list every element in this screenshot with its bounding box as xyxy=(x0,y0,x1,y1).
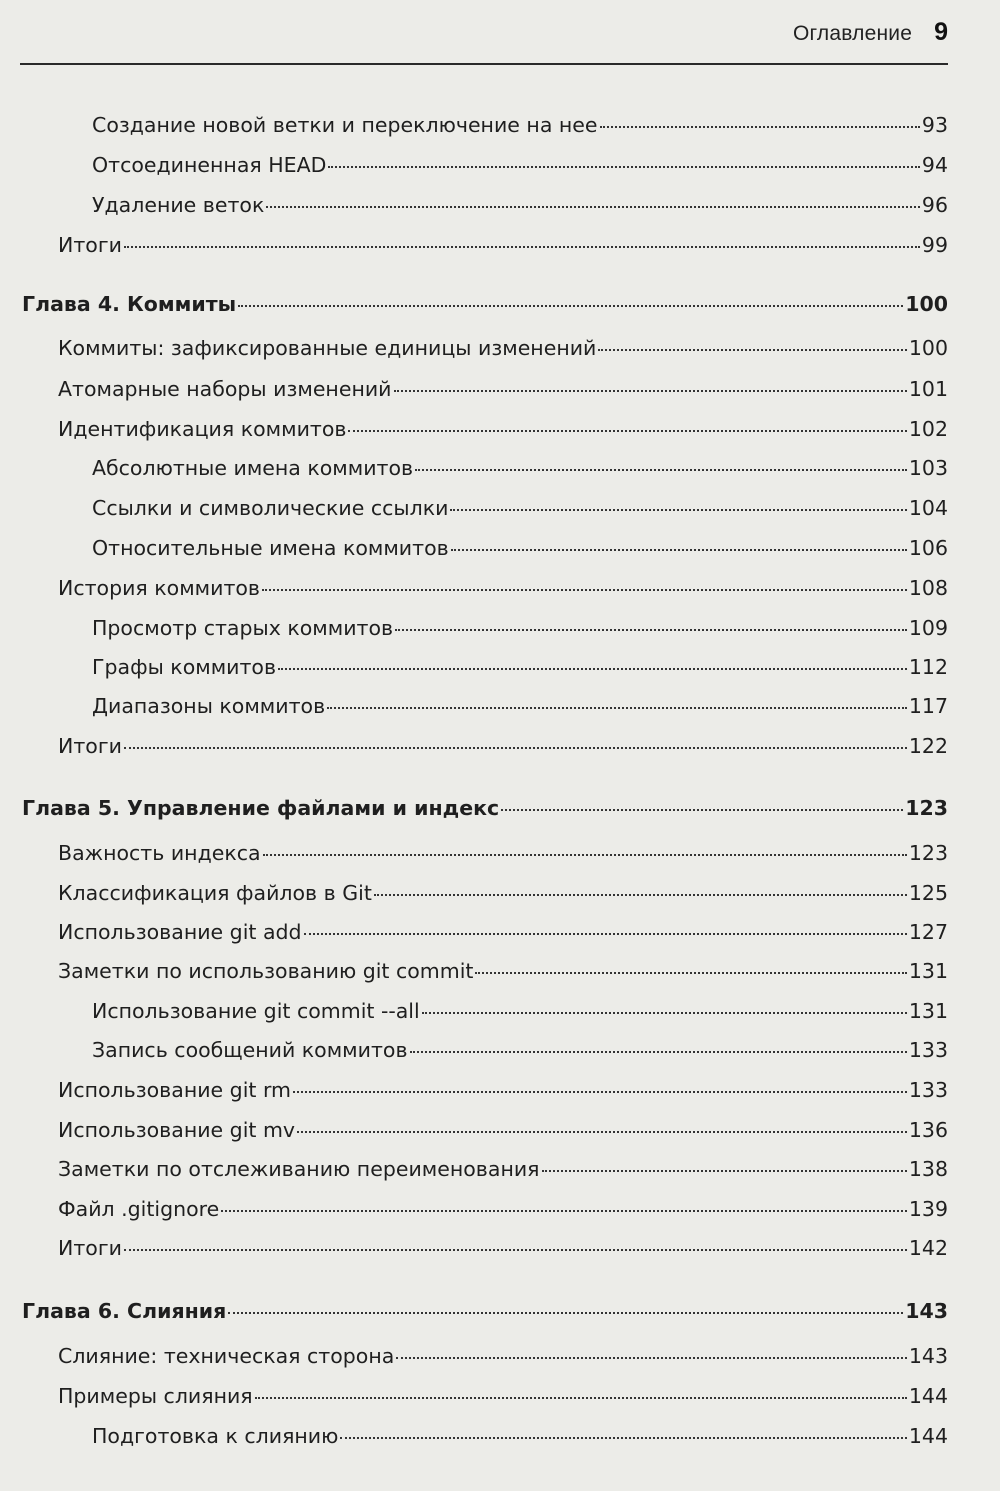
toc-entry[interactable] xyxy=(92,193,948,217)
toc-entry-title: Глава 5. Управление файлами и индекс xyxy=(22,796,500,820)
toc-entry-page-number: 133 xyxy=(908,1038,948,1062)
running-header xyxy=(793,18,948,47)
toc-entry-title: Запись сообщений коммитов xyxy=(92,1038,408,1062)
toc-entry-title: Использование git mv xyxy=(58,1118,296,1142)
toc-entry[interactable] xyxy=(92,113,948,137)
toc-entry-page-number: 143 xyxy=(905,1299,948,1323)
dot-leader xyxy=(304,933,907,935)
toc-entry-page-number: 123 xyxy=(908,841,948,865)
toc-entry-title: Использование git add xyxy=(58,920,302,944)
toc-entry-page-number: 96 xyxy=(921,193,948,217)
toc-entry-title: Отсоединенная HEAD xyxy=(92,153,327,177)
dot-leader xyxy=(450,509,906,511)
toc-entry-page-number: 131 xyxy=(908,959,948,983)
dot-leader xyxy=(394,390,907,392)
toc-entry-page-number: 109 xyxy=(908,616,948,640)
toc-entry-page-number: 144 xyxy=(908,1424,948,1448)
toc-entry[interactable] xyxy=(58,336,948,360)
toc-entry-title: Итоги xyxy=(58,1236,122,1260)
toc-entry-page-number: 94 xyxy=(921,153,948,177)
toc-entry-title: Заметки по отслеживанию переименования xyxy=(58,1157,540,1181)
toc-entry-title: Диапазоны коммитов xyxy=(92,694,326,718)
toc-entry-title: Важность индекса xyxy=(58,841,261,865)
toc-entry-page-number: 102 xyxy=(908,417,948,441)
dot-leader xyxy=(262,589,907,591)
dot-leader xyxy=(422,1012,907,1014)
toc-entry-page-number: 142 xyxy=(908,1236,948,1260)
toc-entry-title: Итоги xyxy=(58,734,122,758)
dot-leader xyxy=(255,1397,907,1399)
toc-entry[interactable] xyxy=(58,1157,948,1181)
dot-leader xyxy=(374,894,907,896)
toc-entry-page-number: 108 xyxy=(908,576,948,600)
dot-leader xyxy=(501,809,903,811)
toc-entry-title: Слияние: техническая сторона xyxy=(58,1344,395,1368)
toc-entry-page-number: 104 xyxy=(908,496,948,520)
toc-entry-title: Глава 4. Коммиты xyxy=(22,292,237,316)
dot-leader xyxy=(542,1170,907,1172)
dot-leader xyxy=(124,747,907,749)
toc-entry[interactable] xyxy=(92,999,948,1023)
toc-entry-page-number: 127 xyxy=(908,920,948,944)
dot-leader xyxy=(328,166,919,168)
toc-entry[interactable] xyxy=(92,616,948,640)
toc-entry-page-number: 117 xyxy=(908,694,948,718)
dot-leader xyxy=(293,1091,907,1093)
toc-entry-title: Итоги xyxy=(58,233,122,257)
toc-entry[interactable] xyxy=(58,377,948,401)
toc-entry[interactable] xyxy=(92,1424,948,1448)
toc-entry[interactable] xyxy=(58,1118,948,1142)
dot-leader xyxy=(395,629,907,631)
toc-entry-title: Абсолютные имена коммитов xyxy=(92,456,414,480)
dot-leader xyxy=(228,1312,903,1314)
toc-entry[interactable] xyxy=(58,1384,948,1408)
toc-entry-page-number: 139 xyxy=(908,1197,948,1221)
header-title: Оглавление xyxy=(793,22,913,45)
toc-entry[interactable] xyxy=(58,417,948,441)
toc-entry[interactable] xyxy=(92,153,948,177)
toc-entry-page-number: 122 xyxy=(908,734,948,758)
toc-entry[interactable] xyxy=(58,920,948,944)
dot-leader xyxy=(266,206,920,208)
dot-leader xyxy=(600,126,920,128)
toc-chapter-entry[interactable] xyxy=(22,1299,948,1323)
toc-entry-title: Классификация файлов в Git xyxy=(58,881,372,905)
toc-entry-page-number: 138 xyxy=(908,1157,948,1181)
toc-entry-page-number: 103 xyxy=(908,456,948,480)
toc-entry-title: История коммитов xyxy=(58,576,261,600)
dot-leader xyxy=(278,668,907,670)
toc-entry[interactable] xyxy=(58,576,948,600)
dot-leader xyxy=(297,1131,907,1133)
dot-leader xyxy=(451,549,907,551)
toc-entry-title: Подготовка к слиянию xyxy=(92,1424,339,1448)
toc-chapter-entry[interactable] xyxy=(22,292,948,316)
dot-leader xyxy=(263,854,907,856)
toc-entry-title: Глава 6. Слияния xyxy=(22,1299,227,1323)
toc-entry[interactable] xyxy=(58,734,948,758)
toc-entry[interactable] xyxy=(58,959,948,983)
toc-entry-title: Просмотр старых коммитов xyxy=(92,616,394,640)
toc-entry-title: Удаление веток xyxy=(92,193,265,217)
toc-entry[interactable] xyxy=(92,694,948,718)
toc-entry[interactable] xyxy=(92,456,948,480)
toc-entry-page-number: 99 xyxy=(921,233,948,257)
toc-entry-title: Идентификация коммитов xyxy=(58,417,347,441)
toc-entry-page-number: 100 xyxy=(905,292,948,316)
toc-entry-page-number: 112 xyxy=(908,655,948,679)
dot-leader xyxy=(410,1051,907,1053)
toc-entry-page-number: 106 xyxy=(908,536,948,560)
toc-entry-title: Коммиты: зафиксированные единицы изменений xyxy=(58,336,597,360)
dot-leader xyxy=(475,972,906,974)
toc-entry-title: Ссылки и символические ссылки xyxy=(92,496,449,520)
dot-leader xyxy=(124,246,920,248)
toc-entry-page-number: 131 xyxy=(908,999,948,1023)
toc-entry-title: Графы коммитов xyxy=(92,655,277,679)
dot-leader xyxy=(348,430,906,432)
toc-entry[interactable] xyxy=(58,1236,948,1260)
toc-entry-page-number: 133 xyxy=(908,1078,948,1102)
toc-entry-page-number: 144 xyxy=(908,1384,948,1408)
toc-entry-page-number: 123 xyxy=(905,796,948,820)
toc-entry-page-number: 100 xyxy=(908,336,948,360)
toc-entry-page-number: 93 xyxy=(921,113,948,137)
dot-leader xyxy=(238,305,903,307)
toc-entry-title: Использование git commit --all xyxy=(92,999,420,1023)
dot-leader xyxy=(340,1437,906,1439)
dot-leader xyxy=(221,1210,907,1212)
toc-entry[interactable] xyxy=(92,655,948,679)
toc-entry-title: Примеры слияния xyxy=(58,1384,253,1408)
toc-chapter-entry[interactable] xyxy=(22,796,948,820)
dot-leader xyxy=(396,1357,907,1359)
toc-entry[interactable] xyxy=(58,881,948,905)
toc-entry[interactable] xyxy=(58,841,948,865)
dot-leader xyxy=(327,707,907,709)
dot-leader xyxy=(415,469,907,471)
toc-entry-page-number: 143 xyxy=(908,1344,948,1368)
toc-entry[interactable] xyxy=(58,1078,948,1102)
toc-entry[interactable] xyxy=(92,536,948,560)
toc-entry-title: Относительные имена коммитов xyxy=(92,536,449,560)
toc-entry-title: Атомарные наборы изменений xyxy=(58,377,392,401)
header-page-number: 9 xyxy=(934,18,948,46)
toc-entry-page-number: 136 xyxy=(908,1118,948,1142)
toc-entry-page-number: 101 xyxy=(908,377,948,401)
toc-entry[interactable] xyxy=(58,1344,948,1368)
toc-entry-page-number: 125 xyxy=(908,881,948,905)
dot-leader xyxy=(598,349,906,351)
toc-entry-title: Использование git rm xyxy=(58,1078,291,1102)
toc-entry[interactable] xyxy=(92,496,948,520)
header-rule xyxy=(20,63,948,65)
toc-entry[interactable] xyxy=(58,233,948,257)
toc-entry[interactable] xyxy=(92,1038,948,1062)
toc-entry-title: Создание новой ветки и переключение на нее xyxy=(92,113,598,137)
dot-leader xyxy=(124,1249,907,1251)
toc-entry-title: Файл .gitignore xyxy=(58,1197,220,1221)
toc-entry[interactable] xyxy=(58,1197,948,1221)
toc-entry-title: Заметки по использованию git commit xyxy=(58,959,474,983)
